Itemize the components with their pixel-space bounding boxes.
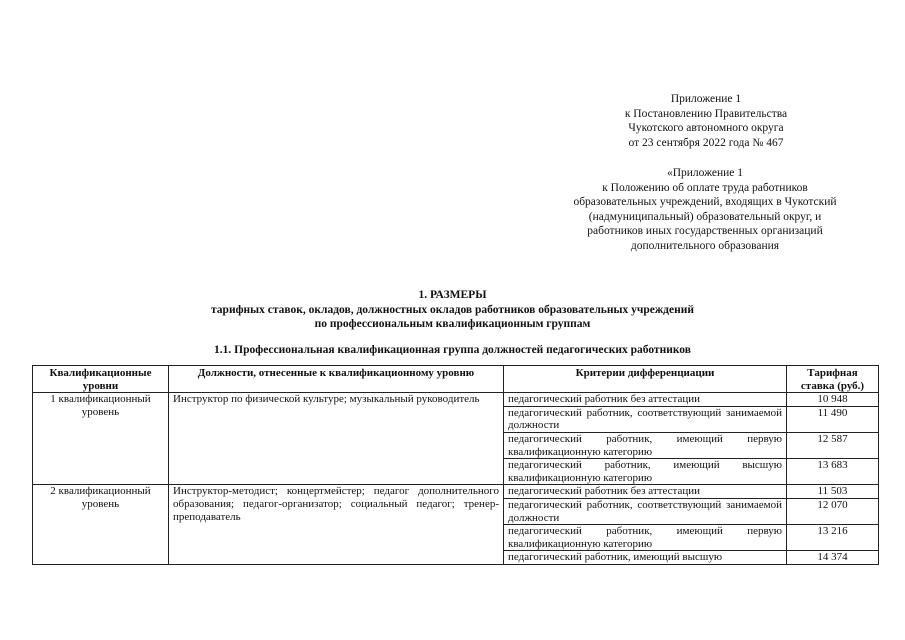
criterion-cell: педагогический работник, имеющий высшую квалификационную категорию	[504, 459, 787, 485]
document-subtitle-line-1: тарифных ставок, окладов, должностных окладов работников образовательных учреждений	[211, 303, 694, 316]
column-header-rate: Тарифная ставка (руб.)	[787, 366, 879, 393]
appendix-1-line: от 23 сентября 2022 года № 467	[628, 136, 784, 149]
appendix-1-line: Приложение 1	[670, 93, 742, 105]
rate-cell: 11 490	[787, 406, 879, 432]
document-title: 1. РАЗМЕРЫ	[418, 289, 487, 301]
rate-cell: 11 503	[787, 485, 879, 499]
rate-cell: 12 587	[787, 432, 879, 458]
qualification-level-cell: 2 квалификационный уровень	[33, 485, 169, 565]
appendix-1-line: Чукотского автономного округа	[628, 122, 784, 135]
appendix-2-line: (надмуниципальный) образовательный округ, и	[588, 210, 822, 223]
criterion-cell: педагогический работник, соответствующий занимаемой должности	[504, 406, 787, 432]
criterion-cell: педагогический работник без аттестации	[504, 485, 787, 499]
positions-cell: Инструктор по физической культуре; музыкальный руководитель	[169, 393, 504, 485]
appendix-2-line: к Положению об оплате труда работников	[602, 181, 808, 194]
column-header-levels: Квалификационные уровни	[33, 366, 169, 393]
column-header-criteria: Критерии дифференциации	[504, 366, 787, 393]
positions-cell: Инструктор-методист; концертмейстер; педагог дополнительного образования; педагог-организатор; социальный педагог; тренер-преподаватель	[169, 485, 504, 565]
section-title: 1.1. Профессиональная квалификационная группа должностей педагогических работников	[214, 344, 691, 356]
criterion-cell: педагогический работник, имеющий высшую	[504, 551, 787, 565]
appendix-2-line: работников иных государственных организаций	[587, 225, 823, 238]
table-row	[33, 393, 879, 407]
column-header-positions: Должности, отнесенные к квалификационному уровню	[169, 366, 504, 393]
criterion-cell: педагогический работник, имеющий первую квалификационную категорию	[504, 432, 787, 458]
appendix-2-header	[540, 166, 870, 254]
appendix-1-header	[596, 92, 816, 150]
criterion-cell: педагогический работник, имеющий первую квалификационную категорию	[504, 525, 787, 551]
appendix-2-line: «Приложение 1	[666, 167, 744, 179]
qualification-level-cell: 1 квалификационный уровень	[33, 393, 169, 485]
table-row	[33, 485, 879, 499]
table-header-row	[33, 366, 879, 393]
rate-cell: 12 070	[787, 498, 879, 524]
appendix-2-line: образовательных учреждений, входящих в Чукотский	[573, 196, 837, 209]
document-subtitle-line-2: по профессиональным квалификационным группам	[314, 318, 591, 330]
rate-cell: 10 948	[787, 393, 879, 407]
rates-table	[32, 365, 879, 565]
appendix-2-line: дополнительного образования	[630, 239, 780, 252]
criterion-cell: педагогический работник без аттестации	[504, 393, 787, 407]
rate-cell: 13 216	[787, 525, 879, 551]
appendix-1-line: к Постановлению Правительства	[624, 107, 788, 120]
rate-cell: 14 374	[787, 551, 879, 565]
rate-cell: 13 683	[787, 459, 879, 485]
criterion-cell: педагогический работник, соответствующий занимаемой должности	[504, 498, 787, 524]
